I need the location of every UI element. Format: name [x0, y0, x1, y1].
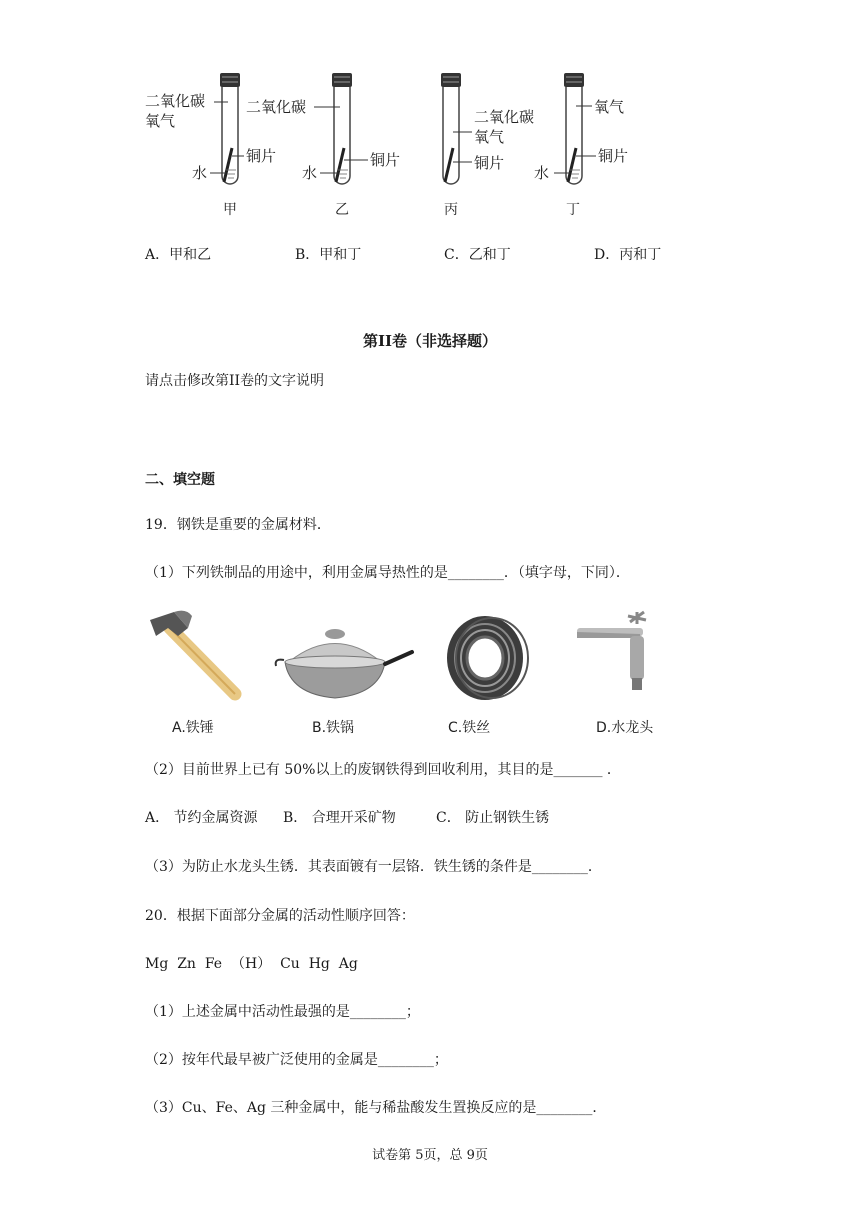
label-bing-o2: 氧气: [474, 128, 505, 146]
caption-jia: 甲: [223, 202, 237, 218]
q19-sub2: （2）目前世界上已有 50%以上的废钢铁得到回收利用，其目的是_______ ．: [145, 762, 621, 778]
tube-yi: [314, 73, 368, 184]
image-caption-d: D.水龙头: [596, 720, 654, 736]
label-jia-co2: 二氧化碳: [145, 92, 206, 110]
image-caption-c: C.铁丝: [448, 720, 491, 736]
label-yi-co2: 二氧化碳: [246, 98, 307, 116]
tube-bing: [441, 73, 472, 184]
label-ding-o2: 氧气: [594, 98, 625, 116]
q18-options: [0, 246, 860, 264]
q20-stem: 20．根据下面部分金属的活动性顺序回答：: [145, 908, 415, 924]
q19-stem: 19．钢铁是重要的金属材料．: [145, 517, 331, 533]
part-heading: 二、填空题: [145, 472, 215, 488]
section-title: 第II卷（非选择题）: [362, 332, 498, 350]
wire-coil-icon: [447, 616, 528, 700]
q20-metal-series: Mg Zn Fe （H） Cu Hg Ag: [145, 956, 358, 972]
q19-option-a[interactable]: A． 节约金属资源: [145, 810, 258, 826]
q18-option-c[interactable]: C．乙和丁: [444, 247, 511, 263]
label-jia-water: 水: [192, 164, 208, 182]
q19-sub2-options: [0, 809, 860, 827]
q20-sub1: （1）上述金属中活动性最强的是________；: [145, 1004, 420, 1020]
image-caption-a: A.铁锤: [172, 720, 214, 736]
label-ding-water: 水: [534, 164, 550, 182]
q19-option-c[interactable]: C． 防止钢铁生锈: [436, 810, 550, 826]
test-tube-figure: [140, 70, 660, 220]
label-yi-copper: 铜片: [370, 151, 401, 169]
page-footer: 试卷第 5页，总 9页: [372, 1148, 488, 1163]
label-yi-water: 水: [302, 164, 318, 182]
q19-sub3: （3）为防止水龙头生锈．其表面镀有一层铬．铁生锈的条件是________．: [145, 859, 602, 875]
caption-ding: 丁: [566, 202, 580, 218]
section-note: 请点击修改第II卷的文字说明: [145, 373, 325, 389]
q19-image-row: [140, 606, 670, 740]
q18-option-b[interactable]: B．甲和丁: [295, 247, 362, 263]
label-ding-copper: 铜片: [598, 147, 629, 165]
q19-option-b[interactable]: B． 合理开采矿物: [283, 810, 396, 826]
image-caption-b: B.铁锅: [312, 720, 355, 736]
caption-yi: 乙: [335, 202, 349, 218]
q20-sub3: （3）Cu、Fe、Ag 三种金属中，能与稀盐酸发生置换反应的是________．: [145, 1100, 607, 1116]
q18-option-d[interactable]: D．丙和丁: [594, 247, 662, 263]
label-bing-copper: 铜片: [474, 154, 505, 172]
wok-icon: [276, 629, 412, 698]
faucet-icon: [577, 612, 646, 690]
tube-jia: [210, 73, 244, 184]
caption-bing: 丙: [444, 202, 458, 218]
tube-ding: [554, 73, 596, 184]
q20-sub2: （2）按年代最早被广泛使用的金属是________；: [145, 1052, 448, 1068]
label-bing-co2: 二氧化碳: [474, 108, 535, 126]
label-jia-copper: 铜片: [246, 147, 277, 165]
q18-option-a[interactable]: A．甲和乙: [145, 247, 212, 263]
label-jia-o2: 氧气: [145, 112, 176, 130]
hammer-icon: [150, 611, 235, 694]
q19-sub1: （1）下列铁制品的用途中，利用金属导热性的是________．（填字母，下同）．: [145, 565, 630, 581]
